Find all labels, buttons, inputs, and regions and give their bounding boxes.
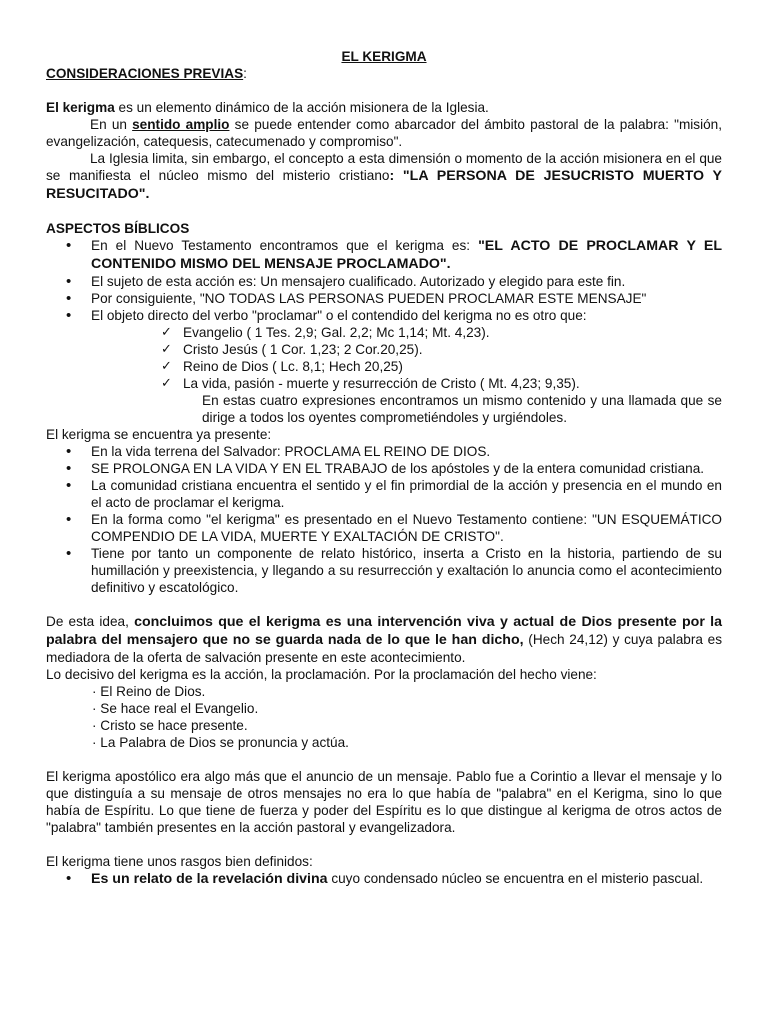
dot-item: · Cristo se hace presente. (92, 718, 248, 733)
dot-item: · El Reino de Dios. (92, 684, 206, 699)
dot-item: · La Palabra de Dios se pronuncia y actúa. (92, 735, 349, 750)
section-heading-consideraciones: CONSIDERACIONES PREVIAS: (46, 66, 247, 81)
list-item: • La comunidad cristiana encuentra el sentido y el fin primordial de la acción y presencia en el mundo en el acto de proclamar el kerigma. (46, 477, 722, 511)
list-item: • Tiene por tanto un componente de relato histórico, inserta a Cristo en la historia, partiendo de su humillación y preexistencia, y llegando a su resurrección y exaltación lo anuncia como el acontecimiento definitivo y escatológico. (46, 545, 722, 596)
paragraph-present-intro: El kerigma se encuentra ya presente: (46, 427, 272, 442)
list-item: • En la forma como "el kerigma" es presentado en el Nuevo Testamento contiene: "UN ESQUEMÁTICO COMPENDIO DE LA VIDA, MUERTE Y EXALTACIÓN DE CRISTO". (46, 511, 722, 545)
dot-item: · Se hace real el Evangelio. (92, 701, 259, 716)
list-item: • Es un relato de la revelación divina cuyo condensado núcleo se encuentra en el misterio pascual. (46, 870, 722, 888)
checkmark-item: ✓ Cristo Jesús ( 1 Cor. 1,23; 2 Cor.20,25). (46, 341, 722, 358)
traits-bullet-list (46, 870, 722, 888)
paragraph-rasgos: El kerigma tiene unos rasgos bien definidos: (46, 854, 313, 869)
page-title: EL KERIGMA (341, 49, 427, 64)
list-item: • En el Nuevo Testamento encontramos que el kerigma es: "EL ACTO DE PROCLAMAR Y EL CONTENIDO MISMO DEL MENSAJE PROCLAMADO". (46, 237, 722, 273)
list-item: • En la vida terrena del Salvador: PROCLAMA EL REINO DE DIOS. (46, 443, 722, 460)
list-item: • SE PROLONGA EN LA VIDA Y EN EL TRABAJO de los apóstoles y de la entera comunidad cristiana. (46, 460, 722, 477)
biblical-bullet-list (46, 237, 722, 324)
checkmark-item: ✓ La vida, pasión - muerte y resurrección de Cristo ( Mt. 4,23; 9,35). (46, 375, 722, 392)
paragraph-conclusion: De esta idea, concluimos que el kerigma es una intervención viva y actual de Dios presente por la palabra del mensajero que no se guarda nada de lo que le han dicho, (Hech 24,12) y cuya palabra es mediadora de la oferta de salvación presente en este acontecimiento. (46, 614, 723, 665)
section-heading-aspectos-biblicos: ASPECTOS BÍBLICOS (46, 221, 190, 236)
dot-list (46, 683, 722, 751)
paragraph-kerigma-intro: El kerigma es un elemento dinámico de la acción misionera de la Iglesia. (46, 100, 489, 115)
paragraph-proclamacion: Lo decisivo del kerigma es la acción, la proclamación. Por la proclamación del hecho viene: (46, 667, 597, 682)
paragraph-kerigma-apostolico: El kerigma apostólico era algo más que el anuncio de un mensaje. Pablo fue a Corintio a llevar el mensaje y lo que distinguía a su mensaje de otros mensajes no era lo que había de "palabra" en el Kerigma, sino lo que había de Espíritu. Lo que tiene de fuerza y poder del Espíritu es lo que distingue al kerigma de otros actos de "palabra" también presentes en la acción pastoral y evangelizadora. (46, 769, 722, 835)
checkmark-note: En estas cuatro expresiones encontramos un mismo contenido y una llamada que se dirige a todos los oyentes comprometiéndoles y urgiéndoles. (202, 393, 722, 425)
paragraph-iglesia-limita: La Iglesia limita, sin embargo, el concepto a esta dimensión o momento de la acción misionera en el que se manifiesta el núcleo mismo del misterio cristiano: "LA PERSONA DE JESUCRISTO MUERTO Y RESUCITADO". (46, 151, 722, 202)
paragraph-sentido-amplio: En un sentido amplio se puede entender como abarcador del ámbito pastoral de la palabra: "misión, evangelización, catequesis, catecumenado y compromiso". (46, 117, 723, 149)
checkmark-list (46, 324, 722, 392)
checkmark-item: ✓ Reino de Dios ( Lc. 8,1; Hech 20,25) (46, 358, 722, 375)
present-bullet-list (46, 443, 722, 596)
list-item: • El objeto directo del verbo "proclamar" o el contendido del kerigma no es otro que: (46, 307, 722, 324)
list-item: • Por consiguiente, "NO TODAS LAS PERSONAS PUEDEN PROCLAMAR ESTE MENSAJE" (46, 290, 722, 307)
list-item: • El sujeto de esta acción es: Un mensajero cualificado. Autorizado y elegido para este fin. (46, 273, 722, 290)
checkmark-item: ✓ Evangelio ( 1 Tes. 2,9; Gal. 2,2; Mc 1,14; Mt. 4,23). (46, 324, 722, 341)
